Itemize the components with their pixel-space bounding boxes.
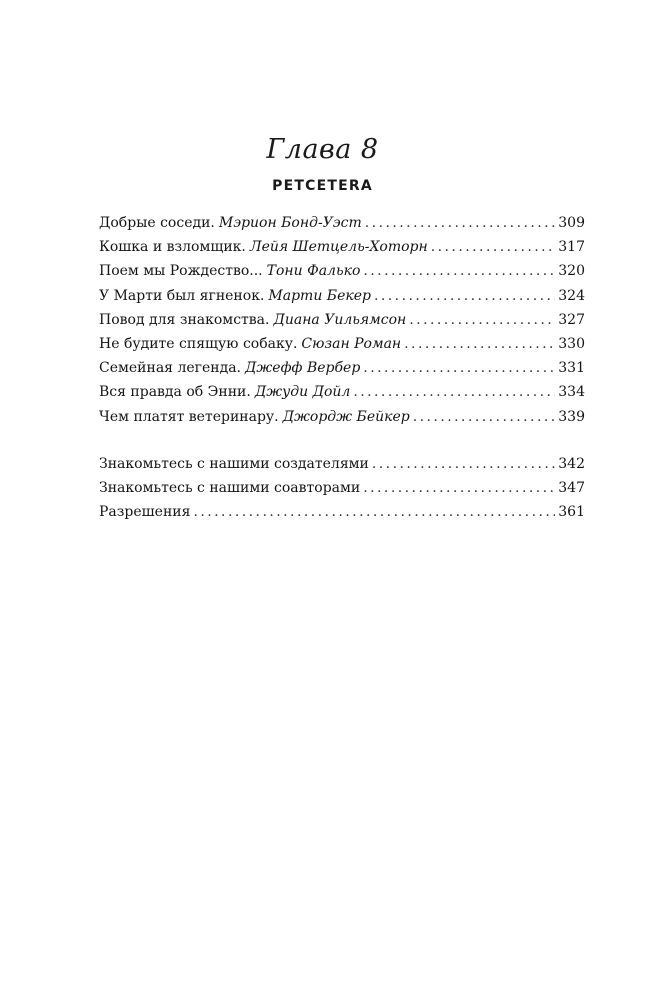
page-number: 327: [558, 311, 585, 328]
toc-entry[interactable]: [99, 284, 585, 308]
story-title: Поем мы Рождество...: [99, 263, 263, 280]
page-number: 361: [558, 504, 585, 521]
story-title: Повод для знакомства.: [99, 311, 270, 328]
story-author: Лейя Шетцель-Хоторн: [249, 239, 428, 256]
page-number: 309: [558, 215, 585, 231]
toc-entry[interactable]: [99, 405, 585, 429]
toc-stories-list: [99, 211, 585, 429]
story-title: Вся правда об Энни.: [99, 384, 251, 401]
toc-entry[interactable]: [99, 476, 585, 500]
story-author: Тони Фалько: [266, 263, 361, 280]
dot-leader: [363, 476, 555, 500]
chapter-subtitle: PETCETERA: [272, 178, 373, 194]
toc-entry[interactable]: [99, 500, 585, 524]
toc-entry[interactable]: [99, 452, 585, 476]
dot-leader: [193, 500, 555, 524]
page-number: 324: [558, 287, 585, 304]
dot-leader: [413, 405, 556, 429]
dot-leader: [365, 211, 556, 235]
story-author: Диана Уильямсон: [273, 311, 407, 328]
toc-entry[interactable]: [99, 211, 585, 235]
story-author: Мэрион Бонд-Уэст: [218, 215, 362, 231]
dot-leader: [409, 308, 555, 332]
toc-entry[interactable]: [99, 308, 585, 332]
page-number: 330: [558, 335, 585, 352]
chapter-title: Глава 8: [266, 134, 379, 165]
story-title: Кошка и взломщик.: [99, 239, 246, 256]
dot-leader: [372, 452, 555, 476]
story-title: Добрые соседи.: [99, 215, 215, 231]
dot-leader: [363, 259, 555, 283]
story-author: Джуди Дойл: [254, 384, 351, 401]
page-number: 331: [558, 360, 585, 377]
dot-leader: [363, 356, 555, 380]
story-title: Не будите спящую собаку.: [99, 335, 298, 352]
dot-leader: [353, 380, 555, 404]
story-author: Марти Бекер: [268, 287, 371, 304]
appendix-title: Знакомьтесь с нашими создателями: [99, 456, 369, 472]
page-number: 334: [558, 384, 585, 401]
toc-entry[interactable]: [99, 356, 585, 380]
toc-entry[interactable]: [99, 259, 585, 283]
appendix-title: Разрешения: [99, 504, 191, 521]
story-author: Джефф Вербер: [245, 360, 361, 377]
toc-entry[interactable]: [99, 235, 585, 259]
story-author: Сюзан Роман: [301, 335, 402, 352]
story-author: Джордж Бейкер: [282, 408, 410, 425]
page-number: 339: [558, 408, 585, 425]
page-number: 320: [558, 263, 585, 280]
page-number: 317: [558, 239, 585, 256]
story-title: У Марти был ягненок.: [99, 287, 265, 304]
toc-entry[interactable]: [99, 332, 585, 356]
story-title: Семейная легенда.: [99, 360, 242, 377]
dot-leader: [431, 235, 556, 259]
page-number: 347: [558, 480, 585, 497]
appendix-title: Знакомьтесь с нашими соавторами: [99, 480, 361, 497]
toc-entry[interactable]: [99, 380, 585, 404]
dot-leader: [404, 332, 555, 356]
story-title: Чем платят ветеринару.: [99, 408, 279, 425]
toc-appendix-list: [99, 452, 585, 525]
page-number: 342: [558, 456, 585, 472]
dot-leader: [374, 284, 555, 308]
